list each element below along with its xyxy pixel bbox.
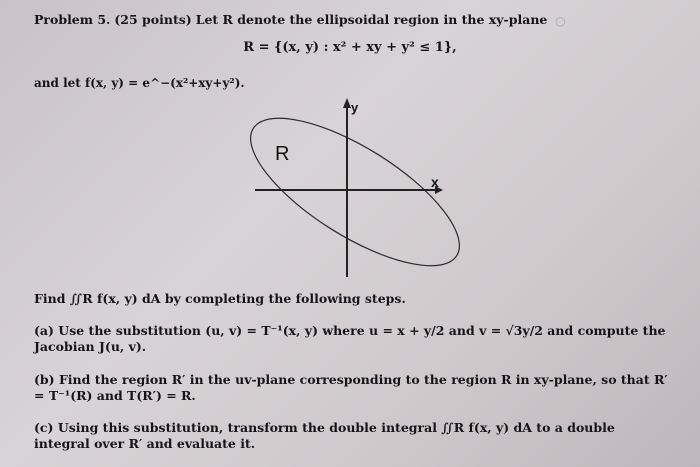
- part-a: [34, 323, 674, 355]
- part-b: [34, 372, 674, 404]
- part-b-text: Find the region R′ in the uv-plane corresponding to the region R in xy-plane, so that R′ = T⁻¹(R) and T(R′) = R.: [34, 372, 668, 403]
- problem-header: [34, 12, 547, 27]
- problem-number: Problem 5.: [34, 12, 111, 27]
- part-c-label: (c): [34, 420, 54, 435]
- region-label: R: [275, 143, 290, 165]
- y-axis-label: y: [351, 100, 359, 115]
- region-sketch: [235, 92, 495, 292]
- part-b-label: (b): [34, 372, 55, 387]
- y-axis-arrow-icon: [343, 98, 351, 108]
- part-a-label: (a): [34, 323, 54, 338]
- part-a-text: Use the substitution (u, v) = T⁻¹(x, y) where u = x + y/2 and v = √3y/2 and compute the Jacobian J(u, v).: [34, 323, 666, 354]
- instructions: Find ∬R f(x, y) dA by completing the following steps.: [34, 291, 406, 306]
- ellipse-region-outline: [235, 92, 480, 292]
- function-definition: and let f(x, y) = e^−(x²+xy+y²).: [34, 76, 245, 90]
- bleed-through-text: ○: [555, 14, 566, 28]
- problem-intro: Let R denote the ellipsoidal region in the xy-plane: [195, 12, 548, 27]
- part-c-text: Using this substitution, transform the double integral ∬R f(x, y) dA to a double integral over R′ and evaluate it.: [34, 420, 615, 451]
- x-axis-label: x: [431, 174, 439, 190]
- region-definition: R = {(x, y) : x² + xy + y² ≤ 1},: [243, 40, 457, 55]
- part-c: [34, 420, 674, 452]
- problem-points: (25 points): [114, 12, 192, 27]
